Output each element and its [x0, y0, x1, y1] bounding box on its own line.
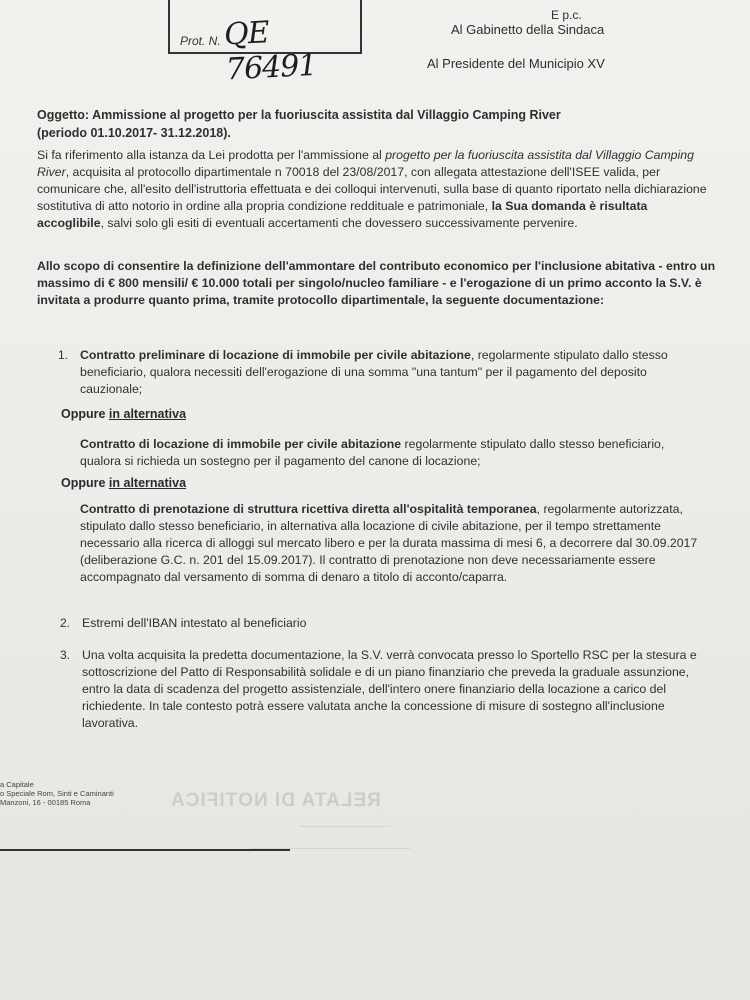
list-number-1: 1.: [58, 348, 69, 362]
alt-1-prefix: Oppure: [61, 407, 109, 421]
alternative-label-2: [61, 476, 186, 490]
alternative-label-1: [61, 407, 186, 421]
protocol-stamp: [168, 0, 362, 88]
list-item-1: [80, 347, 700, 398]
list-number-3: 3.: [60, 648, 71, 662]
alternative-paragraph-2: [80, 501, 700, 586]
list-item-3: Una volta acquisita la predetta documentazione, la S.V. verrà convocata presso lo Sportello RSC per la stesura e sottoscrizione del Patto di Responsabilità solidale e di un piano finanziario che preveda la graduale assunzione, entro la data di scadenza del progetto assistenziale, dell'intero onere finanziario della locazione a carico del richiedente. In tale contesto potrà essere valutata anche la concessione di misure di sostegno all'inclusione lavorativa.: [82, 648, 697, 730]
list-item-2: Estremi dell'IBAN intestato al beneficiario: [82, 616, 307, 630]
alt-1-underlined: in alternativa: [108, 407, 187, 421]
subject-block: [37, 106, 637, 142]
intro-paragraph: [37, 147, 717, 232]
alt-2-prefix: Oppure: [61, 476, 109, 490]
bleed-through-line: [300, 826, 390, 827]
footer-line-1: a Capitale: [0, 780, 34, 789]
alt-1-text: regolarmente stipulato dallo stesso beneficiario, qualora si richieda un sostegno per il pagamento del canone di locazione;: [80, 437, 665, 468]
alt-1-title: Contratto di locazione di immobile per civile abitazione: [80, 437, 402, 451]
intro-text-1: Si fa riferimento alla istanza da Lei prodotta per l'ammissione al: [37, 148, 386, 162]
item-1-text: , regolarmente stipulato dallo stesso beneficiario, qualora necessiti dell'erogazione di una somma "una tantum" per il pagamento del deposito cauzionale;: [80, 348, 668, 396]
scope-paragraph: Allo scopo di consentire la definizione dell'ammontare del contributo economico per l'inclusione abitativa - entro un massimo di € 800 mensili/ € 10.000 totali per singolo/nucleo familiare - e l'erogazione di un primo acconto la S.V. è invitata a produrre quanto prima, tramite protocollo dipartimentale, la seguente documentazione:: [37, 259, 716, 307]
alt-2-text: , regolarmente autorizzata, stipulato dallo stesso beneficiario, in alternativa alla locazione di civile abitazione, per il tempo strettamente necessario alla ricerca di alloggi sul mercato libero e per la durata massima di mesi 6, a decorrere dal 30.09.2017 (deliberazione G.C. n. 201 del 15.09.2017). Il contratto di prenotazione non deve necessariamente essere accompagnato dal versamento di somma di denaro a titolo di acconto/caparra.: [80, 502, 698, 584]
recipient-gabinetto: Al Gabinetto della Sindaca: [451, 22, 605, 37]
intro-text-2: , acquisita al protocollo dipartimentale n 70018 del 23/08/2017, con allegata attestazione dell'ISEE valida, per comunicare che, all'esito dell'istruttoria effettuata e dei colloqui intervenuti, sulla base di quanto riportato nella dichiarazione sostitutiva di atto notorio in ordine alla propria condizione reddituale e patrimoniale,: [37, 165, 707, 213]
footer-line-2: o Speciale Rom, Sinti e Caminanti: [0, 789, 114, 798]
item-1-title: Contratto preliminare di locazione di immobile per civile abitazione: [80, 348, 471, 362]
subject-period: (periodo 01.10.2017- 31.12.2018).: [37, 126, 231, 140]
recipient-presidente: Al Presidente del Municipio XV: [427, 56, 605, 71]
handwritten-protocol-number: QE 76491: [223, 15, 318, 88]
stamp-label: Prot. N.: [180, 34, 221, 48]
epc-label: E p.c.: [551, 8, 582, 22]
bleed-through-text: RELATA DI NOTIFICA: [170, 790, 381, 811]
footer-divider: [0, 849, 290, 851]
alt-2-title: Contratto di prenotazione di struttura ricettiva diretta all'ospitalità temporanea: [80, 502, 537, 516]
footer-address: [0, 780, 114, 807]
intro-project-name: progetto per la fuoriuscita assistita dal Villaggio Camping River: [37, 148, 694, 179]
list-number-2: 2.: [60, 616, 71, 630]
intro-text-3: , salvi solo gli esiti di eventuali accertamenti che dovessero successivamente pervenire.: [100, 216, 578, 230]
alt-2-underlined: in alternativa: [108, 476, 187, 490]
alternative-paragraph-1: [80, 436, 700, 470]
footer-line-3: Manzoni, 16 - 00185 Roma: [0, 798, 91, 807]
intro-outcome: la Sua domanda è risultata accoglibile: [37, 199, 648, 230]
subject-line: Oggetto: Ammissione al progetto per la fuoriuscita assistita dal Villaggio Camping River: [37, 108, 561, 122]
